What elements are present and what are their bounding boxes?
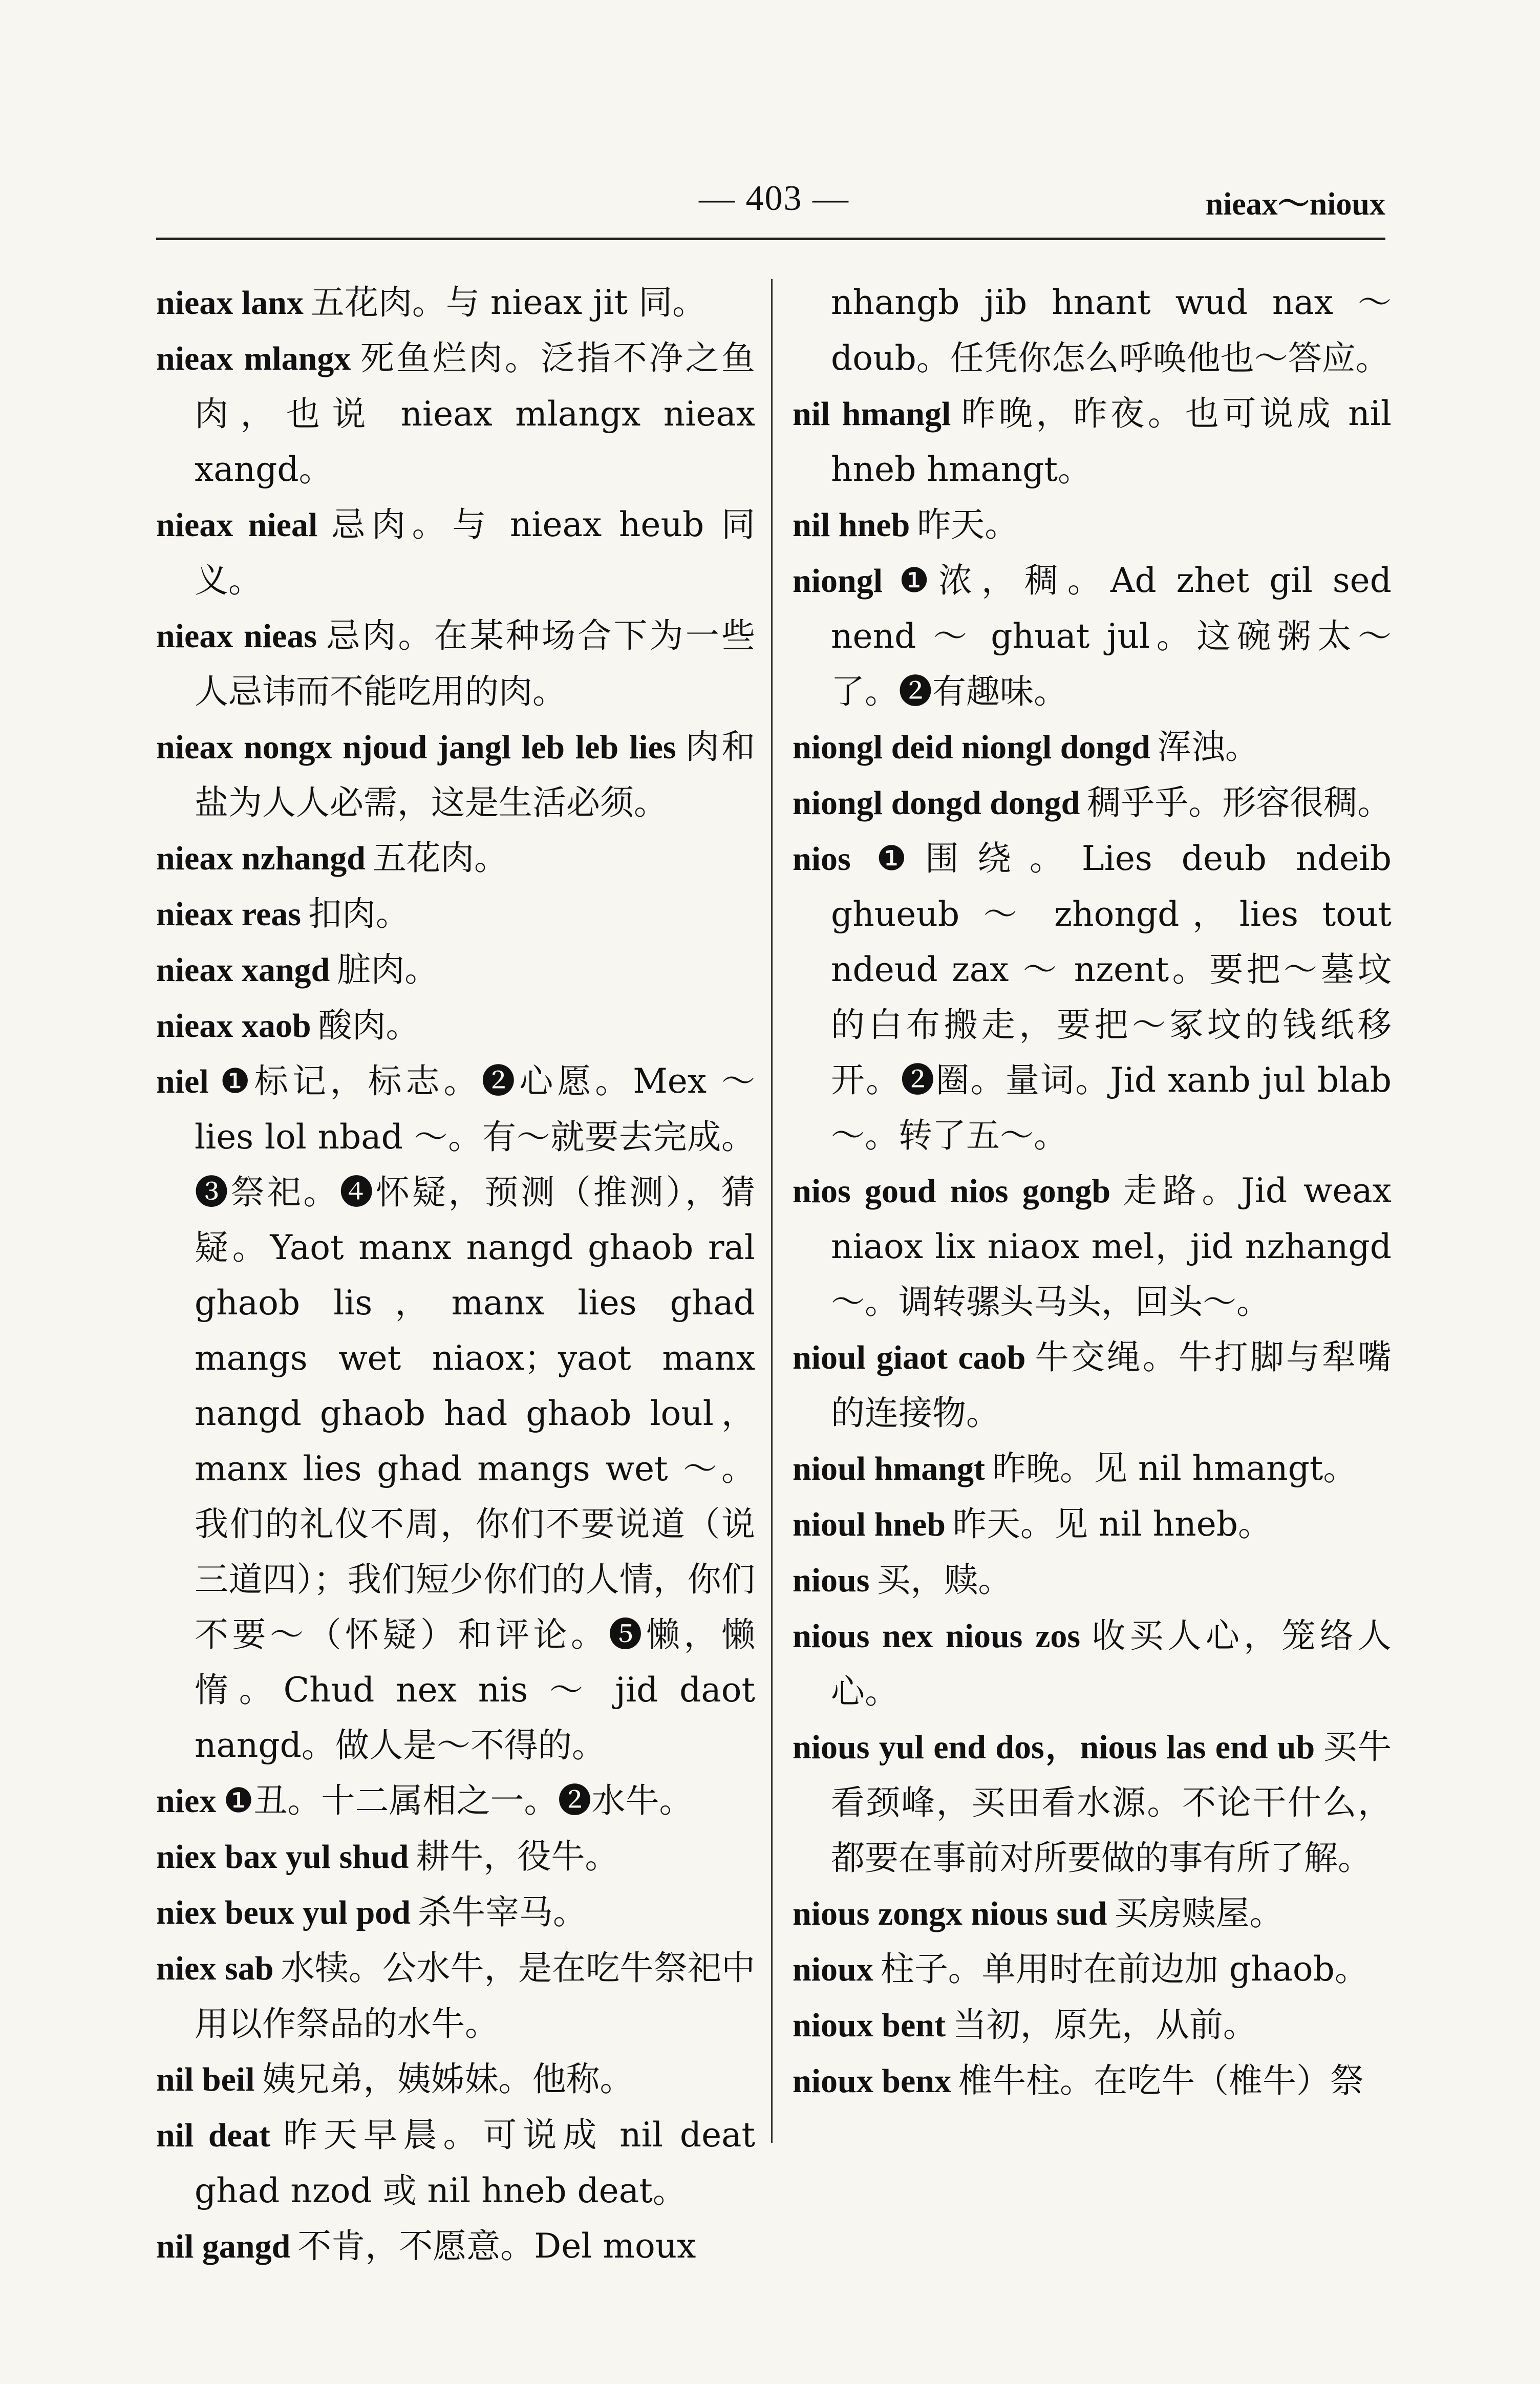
entry-headword: nios goud nios gongb bbox=[793, 1173, 1111, 1210]
entry-headword: nioux benx bbox=[793, 2062, 951, 2100]
entry-definition: 酸肉。 bbox=[318, 1006, 420, 1045]
dictionary-entry bbox=[156, 275, 755, 331]
entry-definition: ❶丑。十二属相之一。❷水牛。 bbox=[223, 1781, 693, 1820]
entry-headword: nil deat bbox=[156, 2117, 270, 2154]
entry-definition: 脏肉。 bbox=[337, 950, 439, 989]
dictionary-entry bbox=[156, 1829, 755, 1885]
entry-headword: nious zongx nious sud bbox=[793, 1895, 1107, 1932]
entry-definition: 稠乎乎。形容很稠。 bbox=[1087, 783, 1392, 822]
dictionary-entry bbox=[793, 1997, 1392, 2053]
entry-headword: nious bbox=[793, 1562, 870, 1599]
entry-headword: niex sab bbox=[156, 1950, 274, 1987]
dictionary-entry bbox=[793, 497, 1392, 553]
dictionary-entry bbox=[793, 1886, 1392, 1942]
entry-definition: 收买人心，笼络人心。 bbox=[831, 1616, 1392, 1711]
dictionary-entry bbox=[793, 1719, 1392, 1886]
dictionary-entry bbox=[156, 2108, 766, 2219]
entry-headword: nieax xangd bbox=[156, 951, 330, 989]
entry-headword: nil gangd bbox=[156, 2228, 291, 2265]
entry-definition: 昨天。 bbox=[917, 505, 1019, 544]
dictionary-entry bbox=[156, 608, 755, 719]
dictionary-entry bbox=[793, 275, 1402, 386]
dictionary-entry bbox=[793, 1497, 1392, 1552]
entry-headword: nieax xaob bbox=[156, 1007, 311, 1045]
page-number: — 403 — bbox=[699, 179, 849, 218]
entry-headword: niex beux yul pod bbox=[156, 1894, 411, 1931]
dictionary-entry bbox=[156, 831, 755, 886]
entry-definition: 水犊。公水牛，是在吃牛祭祀中用以作祭品的水牛。 bbox=[195, 1948, 756, 2044]
entry-definition: 五花肉。 bbox=[372, 838, 508, 878]
dictionary-entry bbox=[793, 831, 1402, 1163]
entry-headword: nieax nongx njoud jangl leb leb lies bbox=[156, 729, 676, 766]
entry-definition: 走路。Jid weax niaox lix niaox mel，jid nzhangd ～。调转骡头马头，回头～。 bbox=[831, 1171, 1402, 1322]
entry-headword: nieax nieas bbox=[156, 618, 317, 655]
dictionary-entry bbox=[156, 1885, 755, 1941]
entry-headword: nieax nzhangd bbox=[156, 840, 366, 877]
entry-headword: nioux bbox=[793, 1951, 873, 1988]
dictionary-entry bbox=[156, 886, 755, 942]
entry-definition: 忌肉。在某种场合下为一些人忌讳而不能吃用的肉。 bbox=[195, 616, 756, 711]
dictionary-entry bbox=[793, 2053, 1392, 2109]
entry-definition: 死鱼烂肉。泛指不净之鱼肉，也说 nieax mlangx nieax xangd。 bbox=[195, 338, 766, 489]
entry-headword: niex bbox=[156, 1782, 217, 1820]
dictionary-entry bbox=[793, 553, 1402, 719]
entry-definition: 买牛看颈峰，买田看水源。不论干什么，都要在事前对所要做的事有所了解。 bbox=[831, 1727, 1392, 1878]
entry-headword: niex bax yul shud bbox=[156, 1838, 409, 1876]
entry-headword: nieax nieal bbox=[156, 506, 318, 544]
entry-headword: niongl bbox=[793, 562, 883, 600]
dictionary-entry bbox=[156, 942, 755, 998]
entry-definition: 昨天。见 nil hneb。 bbox=[953, 1504, 1272, 1544]
entry-definition: 浑浊。 bbox=[1157, 727, 1259, 767]
entry-definition: 扣肉。 bbox=[308, 894, 410, 933]
entry-definition: 姨兄弟，姨姊妹。他称。 bbox=[262, 2059, 634, 2099]
entry-headword: nieax lanx bbox=[156, 284, 304, 322]
dictionary-entry bbox=[156, 1054, 766, 1773]
dictionary-entry bbox=[156, 1773, 755, 1829]
entry-definition: 五花肉。与 nieax jit 同。 bbox=[310, 283, 707, 322]
entry-headword: nieax mlangx bbox=[156, 340, 351, 377]
entry-headword: nious nex nious zos bbox=[793, 1617, 1081, 1655]
entry-headword: nioux bent bbox=[793, 2007, 946, 2044]
dictionary-entry bbox=[793, 1608, 1392, 1719]
entry-definition: ❶围绕。Lies deub ndeib ghueub ～ zhongd，lies tout ndeud zax ～ nzent。要把～墓坟的白布搬走，要把～冢坟的钱纸移开。❷圈。量词。Jid xanb jul blab ～。转了五～。 bbox=[831, 839, 1402, 1155]
page-header bbox=[156, 169, 1385, 240]
entry-headword: nioul hneb bbox=[793, 1506, 946, 1543]
entry-headword: nioul giaot caob bbox=[793, 1339, 1026, 1376]
entry-definition: ❶标记，标志。❷心愿。Mex ～ lies lol nbad ～。有～就要去完成。❸祭祀。❹怀疑，预测（推测），猜疑。Yaot manx nangd ghaob ral ghaob lis，manx lies ghad mangs wet niaox；yaot manx nangd ghaob had ghaob loul，manx lies ghad mangs wet ～。我们的礼仪不周，你们不要说道（说三道四）；我们短少你们的人情，你们不要～（怀疑）和评论。❺懒，懒惰。Chud nex nis ～ jid daot nangd。做人是～不得的。 bbox=[195, 1061, 766, 1765]
entry-definition: 买房赎屋。 bbox=[1114, 1893, 1284, 1933]
entry-headword: nios bbox=[793, 840, 851, 878]
entry-headword: niel bbox=[156, 1063, 209, 1100]
dictionary-entry bbox=[156, 2052, 755, 2108]
entry-headword: nil hmangl bbox=[793, 395, 951, 433]
entry-definition: 昨晚。见 nil hmangt。 bbox=[992, 1449, 1357, 1488]
left-column bbox=[156, 275, 766, 2274]
entry-definition: ❶浓，稠。Ad zhet gil sed nend ～ ghuat jul。这碗粥太～了。❷有趣味。 bbox=[831, 561, 1402, 711]
running-head: nieax～nioux bbox=[1205, 187, 1385, 222]
entry-definition: 昨晚，昨夜。也可说成 nil hneb hmangt。 bbox=[831, 394, 1402, 489]
dictionary-entry bbox=[793, 1330, 1392, 1441]
entry-headword: nil beil bbox=[156, 2061, 255, 2098]
dictionary-entry bbox=[793, 1163, 1402, 1330]
dictionary-entry bbox=[793, 386, 1402, 497]
dictionary-entry bbox=[793, 1552, 1392, 1608]
dictionary-entry bbox=[793, 1942, 1392, 1997]
entry-headword: nioul hmangt bbox=[793, 1450, 985, 1487]
entry-definition: 杀牛宰马。 bbox=[418, 1892, 587, 1932]
entry-definition: 柱子。单用时在前边加 ghaob。 bbox=[880, 1949, 1368, 1989]
dictionary-entry bbox=[793, 719, 1392, 775]
dictionary-entry bbox=[156, 998, 755, 1054]
entry-headword: niongl deid niongl dongd bbox=[793, 729, 1150, 766]
dictionary-entry bbox=[156, 719, 755, 831]
entry-definition: 椎牛柱。在吃牛（椎牛）祭 bbox=[958, 2061, 1364, 2100]
entry-definition: 当初，原先，从前。 bbox=[952, 2005, 1257, 2045]
entry-headword: niongl dongd dongd bbox=[793, 784, 1080, 822]
dictionary-entry bbox=[156, 497, 755, 608]
entry-definition: 不肯，不愿意。Del moux bbox=[297, 2226, 696, 2266]
right-column bbox=[793, 275, 1402, 2109]
dictionary-entry bbox=[793, 775, 1392, 831]
entry-definition: nhangb jib hnant wud nax ～ doub。任凭你怎么呼唤他也～答应。 bbox=[831, 283, 1402, 378]
entry-definition: 肉和盐为人人必需，这是生活必须。 bbox=[195, 727, 755, 822]
dictionary-entry bbox=[793, 1441, 1392, 1497]
entry-definition: 耕牛，役牛。 bbox=[416, 1837, 619, 1876]
entry-definition: 昨天早晨。可说成 nil deat ghad nzod 或 nil hneb deat。 bbox=[195, 2115, 766, 2210]
column-divider bbox=[771, 279, 773, 2143]
dictionary-entry bbox=[156, 1941, 755, 2052]
entry-definition: 忌肉。与 nieax heub 同义。 bbox=[195, 505, 755, 600]
entry-headword: nieax reas bbox=[156, 896, 301, 933]
entry-definition: 牛交绳。牛打脚与犁嘴的连接物。 bbox=[831, 1337, 1392, 1433]
entry-headword: nious yul end dos，nious las end ub bbox=[793, 1729, 1315, 1766]
dictionary-entry bbox=[156, 331, 766, 497]
entry-definition: 买，赎。 bbox=[876, 1560, 1012, 1600]
dictionary-entry bbox=[156, 2219, 755, 2274]
entry-headword: nil hneb bbox=[793, 506, 910, 544]
